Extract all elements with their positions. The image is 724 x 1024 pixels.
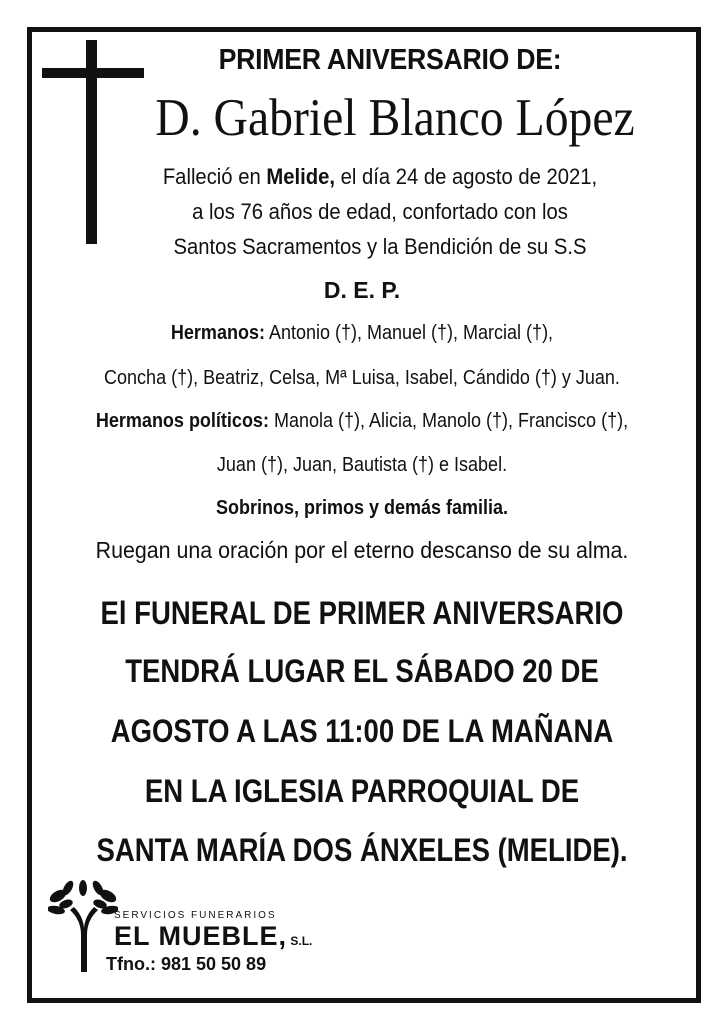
other-family: Sobrinos, primos y demás familia. — [215, 497, 509, 519]
siblings-line-2: Concha (†), Beatriz, Celsa, Mª Luisa, Isabel, Cándido (†) y Juan. — [104, 367, 620, 389]
death-line-3: Santos Sacramentos y la Bendición de su S.S — [173, 234, 587, 259]
death-line-2: a los 76 años de edad, confortado con los — [192, 199, 568, 224]
siblings-line-1: Hermanos: Antonio (†), Manuel (†), Marcial (†), — [170, 322, 554, 344]
in-laws-line-1: Hermanos políticos: Manola (†), Alicia, Manolo (†), Francisco (†), — [95, 410, 629, 432]
funeral-line-1: El FUNERAL DE PRIMER ANIVERSARIO — [100, 595, 624, 631]
death-line-1: Falleció en Melide, el día 24 de agosto de 2021, — [162, 164, 598, 189]
funeral-line-5: SANTA MARÍA DOS ÁNXELES (MELIDE). — [96, 832, 628, 868]
logo-subtitle: SERVICIOS FUNERARIOS — [114, 910, 277, 921]
logo-phone: Tfno.: 981 50 50 89 — [106, 954, 267, 974]
funeral-line-2: TENDRÁ LUGAR EL SÁBADO 20 DE — [125, 653, 599, 689]
notice-heading: PRIMER ANIVERSARIO DE: — [218, 44, 562, 76]
funeral-home-logo — [48, 880, 338, 980]
in-laws-line-2: Juan (†), Juan, Bautista (†) e Isabel. — [216, 454, 508, 476]
funeral-line-4: EN LA IGLESIA PARROQUIAL DE — [144, 773, 580, 809]
prayer-text: Ruegan una oración por el eterno descanso de su alma. — [95, 537, 629, 563]
logo-company-name: EL MUEBLE, S.L. — [114, 921, 313, 951]
rip-text: D. E. P. — [323, 277, 401, 303]
funeral-line-3: AGOSTO A LAS 11:00 DE LA MAÑANA — [110, 713, 614, 749]
deceased-name: D. Gabriel Blanco López — [155, 89, 635, 147]
